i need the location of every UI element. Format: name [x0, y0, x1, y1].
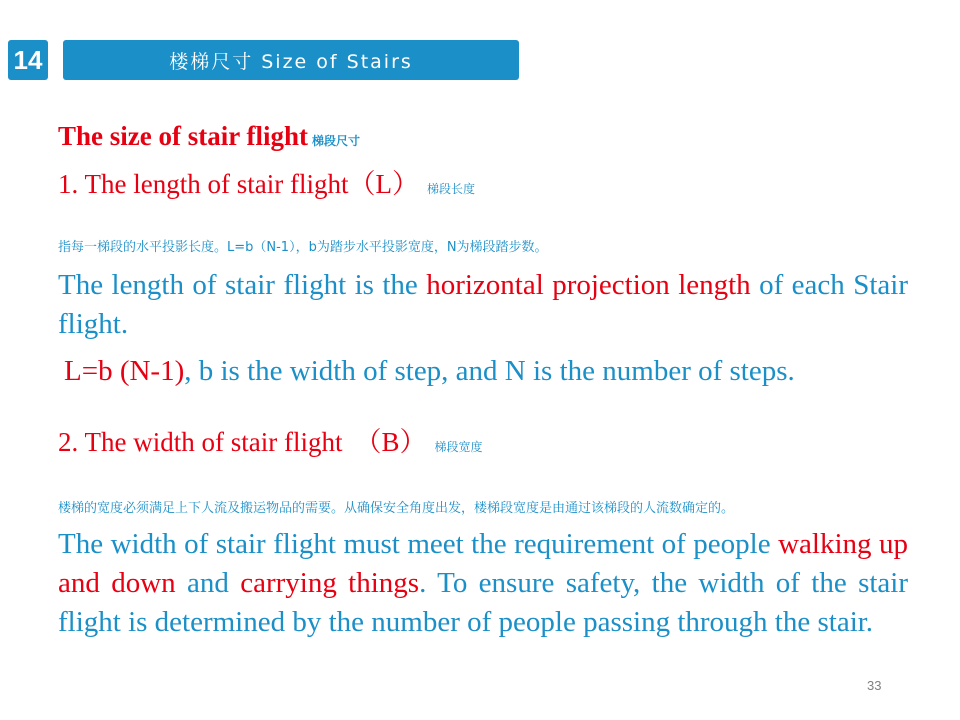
slide-title-bar: 楼梯尺寸 Size of Stairs [63, 40, 519, 80]
item1-note-cn: 指每一梯段的水平投影长度。L=b（N-1），b为踏步水平投影宽度，N为梯段踏步数。 [58, 240, 548, 255]
item1-formula: L=b (N-1) [64, 355, 185, 387]
item1-paragraph [58, 266, 908, 344]
item1-formula-line [64, 352, 795, 391]
item2-para-highlight2: carrying things [240, 567, 420, 599]
item2-label-cn: 梯段宽度 [434, 440, 483, 454]
item1-label: 1. The length of stair flight [58, 169, 349, 199]
item1-para-part1: The length of stair flight is the [58, 269, 427, 301]
item1-symbol: （L） [348, 169, 419, 199]
item2-para-part2: and [175, 567, 241, 599]
item2-heading [58, 424, 483, 465]
slide-number-badge: 14 [8, 40, 48, 80]
item1-label-cn: 梯段长度 [426, 182, 475, 196]
item1-heading [58, 166, 475, 207]
item2-para-part3: . To ensure safety, the width of the stair flight is determined by the number of people passing through the stair. [58, 567, 908, 638]
section-heading-cn: 梯段尺寸 [311, 134, 360, 148]
page-number: 33 [867, 678, 882, 693]
item1-para-highlight: horizontal projection length [426, 269, 751, 301]
item1-formula-explanation: , b is the width of step, and N is the number of steps. [184, 355, 795, 387]
item2-label: 2. The width of stair flight [58, 427, 343, 457]
item2-paragraph [58, 525, 908, 642]
item1-para-part2: of each Stair flight. [58, 269, 908, 340]
item2-symbol: （B） [354, 427, 427, 457]
item2-note-cn: 楼梯的宽度必须满足上下人流及搬运物品的需要。从确保安全角度出发，楼梯段宽度是由通过该梯段的人流数确定的。 [58, 501, 735, 516]
section-heading-text: The size of stair flight [58, 121, 308, 151]
item2-para-highlight1: walking up and down [58, 528, 908, 599]
item2-para-part1: The width of stair flight must meet the requirement of people [58, 528, 779, 560]
section-heading [58, 118, 360, 159]
